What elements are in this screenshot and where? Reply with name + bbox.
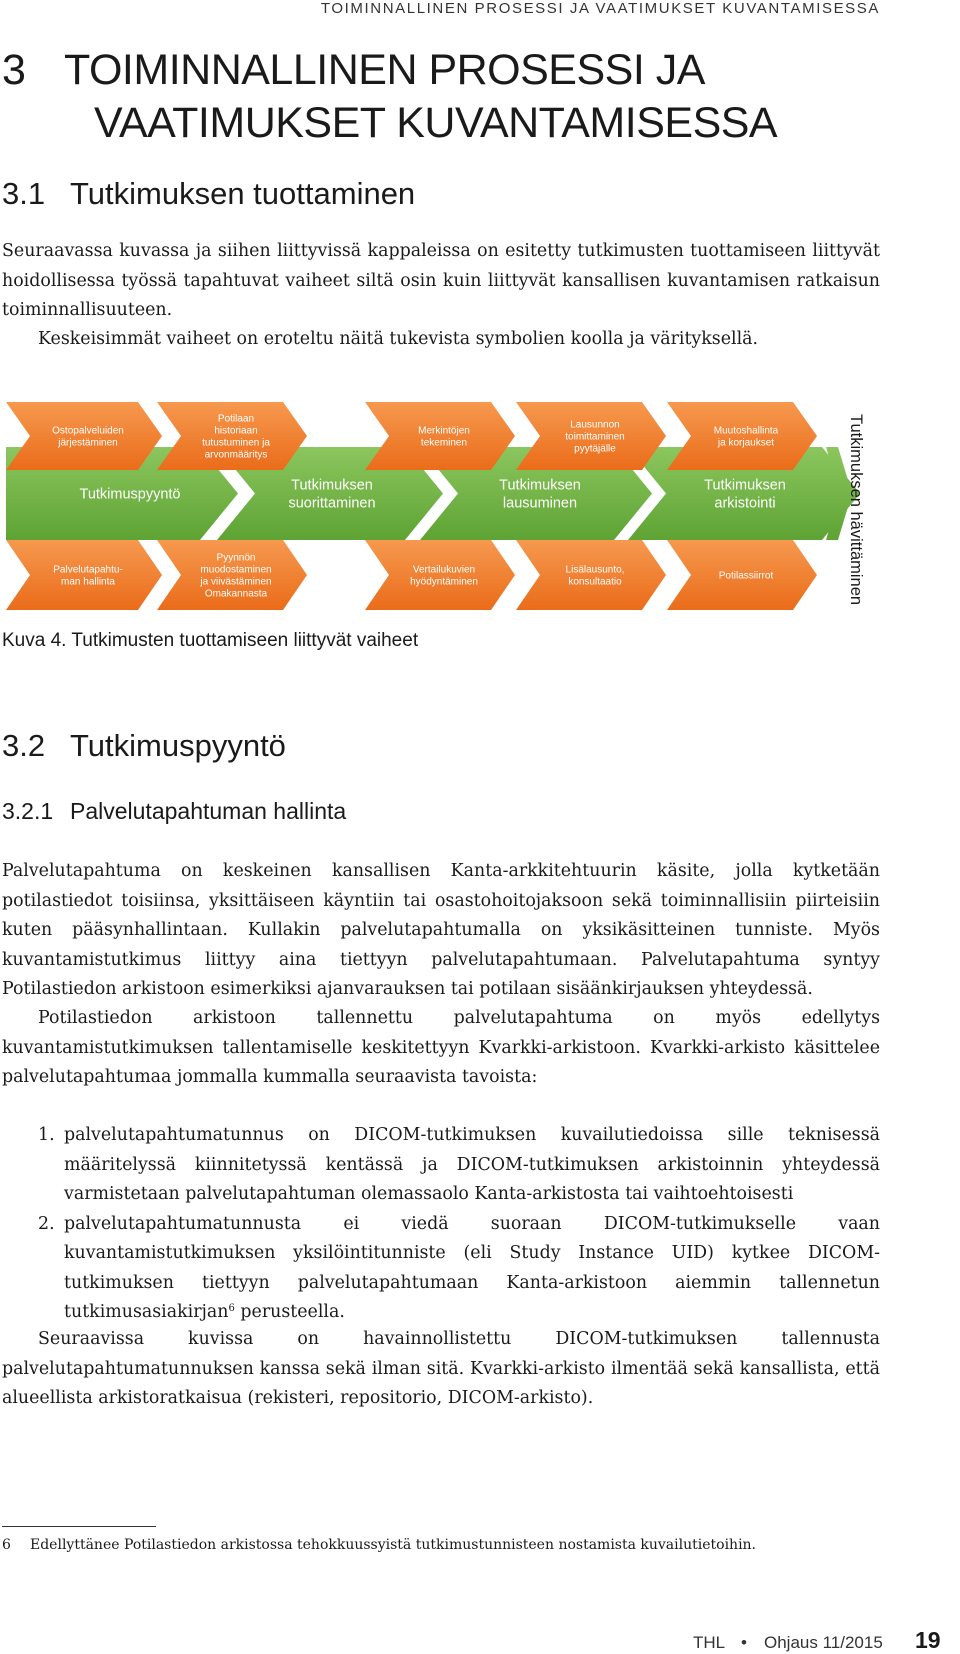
main-step-label: Tutkimuksen lausuminen [499,477,581,512]
chapter-title-line1: TOIMINNALLINEN PROSESSI JA [64,46,705,94]
section-heading-3-2-1 [2,798,346,825]
section-title: Tutkimuspyyntö [70,728,286,763]
support-step-label: Palvelutapahtu-man hallinta [53,564,123,588]
list-item-text-end: perusteella. [234,1302,345,1322]
section-heading-3-1 [2,176,415,212]
intro-paragraph: Seuraavassa kuvassa ja siihen liittyvissä kappaleissa on esitetty tutkimusten tuottamiseen liittyvät hoidollisessa työssä tapahtuvat vaiheet siltä osin kuin liittyvät kansallisen kuvantamisen ratkaisun toiminnallisuuteen. [2,241,880,320]
support-step-label: Lisälausunto, konsultaatio [565,564,625,588]
footer-separator: • [741,1633,747,1652]
support-step-label: Merkintöjen tekeminen [418,425,470,449]
support-step-label: Muutoshallinta ja korjaukset [713,425,779,449]
section-number: 3.2 [2,728,46,763]
chapter-number: 3 [2,46,26,94]
chapter-title-line2: VAATIMUKSET KUVANTAMISESSA [94,99,778,147]
list-item [2,1121,880,1210]
handling-options-list [2,1121,880,1328]
page-number: 19 [915,1627,941,1653]
section-title: Tutkimuksen tuottaminen [70,176,416,211]
support-step-label: Vertailukuvien hyödyntäminen [410,564,478,588]
section-number: 3.2.1 [2,798,54,824]
support-step-label: Ostopalveluiden järjestäminen [52,425,124,449]
body-paragraph: Palvelutapahtuma on keskeinen kansallisen Kanta-arkkitehtuurin käsite, jolla kytketään potilastiedot toisiinsa, yksittäiseen käyntiin tai osastohoitojaksoon sekä toiminnallisiin piirteisiin kuten pääsynhallintaan. Kullakin palvelutapahtumalla on yksikäsitteinen tunniste. Myös kuvantamistutkimus liittyy aina tiettyyn palvelutapahtumaan. Palvelutapahtuma syntyy Potilastiedon arkistoon esimerkiksi ajanvarauksen tai potilaan sisäänkirjauksen yhteydessä. [2,861,880,999]
footer-org: THL [693,1633,726,1652]
section-number: 3.1 [2,176,46,211]
footnote-number: 6 [2,1537,11,1553]
list-item-text: palvelutapahtumatunnus on DICOM-tutkimuksen kuvailutiedoissa sille teknisessä määritelyssä kiinnitetyssä kentässä ja DICOM-tutkimuksen arkistoinnin yhteydessä varmistetaan palvelutapahtuman olemassaolo Kanta-arkistosta tai vaihtoehtoisesti [64,1125,880,1204]
main-step-label: Tutkimuksen arkistointi [704,477,786,512]
support-step-label: Pyynnön muodostaminen ja viivästäminen Omakannasta [200,552,272,600]
footnote-reference[interactable]: 6 [228,1303,235,1314]
support-step-label: Potilassiirrot [718,570,774,582]
section-title: Palvelutapahtuman hallinta [70,798,347,824]
list-marker: 2. [38,1213,55,1234]
main-step-label: Tutkimuspyyntö [79,486,181,503]
final-step-label: Tutkimuksen hävittäminen [847,414,865,606]
figure-caption: Kuva 4. Tutkimusten tuottamiseen liittyvät vaiheet [2,630,419,651]
list-marker: 1. [38,1125,55,1145]
process-diagram [0,400,960,620]
body-paragraph: Seuraavissa kuvissa on havainnollistettu DICOM-tutkimuksen tallennusta palvelutapahtumatunnuksen kanssa sekä ilman sitä. Kvarkki-arkisto ilmentää sekä kansallista, että alueellista arkistoratkaisua (rekisteri, repositorio, DICOM-arkisto). [2,1329,880,1408]
list-item-text: palvelutapahtumatunnusta ei viedä suoraan DICOM-tutkimukselle vaan kuvantamistutkimuksen yksilöintitunniste (eli Study Instance UID) kytkee DICOM-tutkimuksen tiettyyn palvelutapahtumaan Kanta-arkistoon aiemmin tallennetun tutkimusasiakirjan [64,1213,880,1322]
intro-paragraph-2: Keskeisimmät vaiheet on eroteltu näitä tukevista symbolien koolla ja värityksellä. [38,329,759,349]
support-step-label: Lausunnon toimittaminen pyytäjälle [565,419,625,455]
running-header: TOIMINNALLINEN PROSESSI JA VAATIMUKSET KUVANTAMISESSA [320,0,880,17]
footnote-text: Edellyttänee Potilastiedon arkistossa tehokkuussyistä tutkimustunnisteen nostamista kuvailutietoihin. [30,1537,757,1553]
body-paragraph: Potilastiedon arkistoon tallennettu palvelutapahtuma on myös edellytys kuvantamistutkimuksen tallentamiselle keskitettyyn Kvarkki-arkistoon. Kvarkki-arkisto käsittelee palvelutapahtumaa jommalla kummalla seuraavista tavoista: [2,1008,880,1087]
footnote-rule [2,1526,156,1527]
list-item [2,1210,880,1328]
chapter-title [2,44,902,150]
support-step-label: Potilaan historiaan tutustuminen ja arvonmääritys [202,413,270,461]
section-heading-3-2 [2,728,286,764]
footnote [2,1537,756,1553]
footer-series: Ohjaus 11/2015 [764,1633,883,1652]
main-step-label: Tutkimuksen suorittaminen [288,477,376,512]
